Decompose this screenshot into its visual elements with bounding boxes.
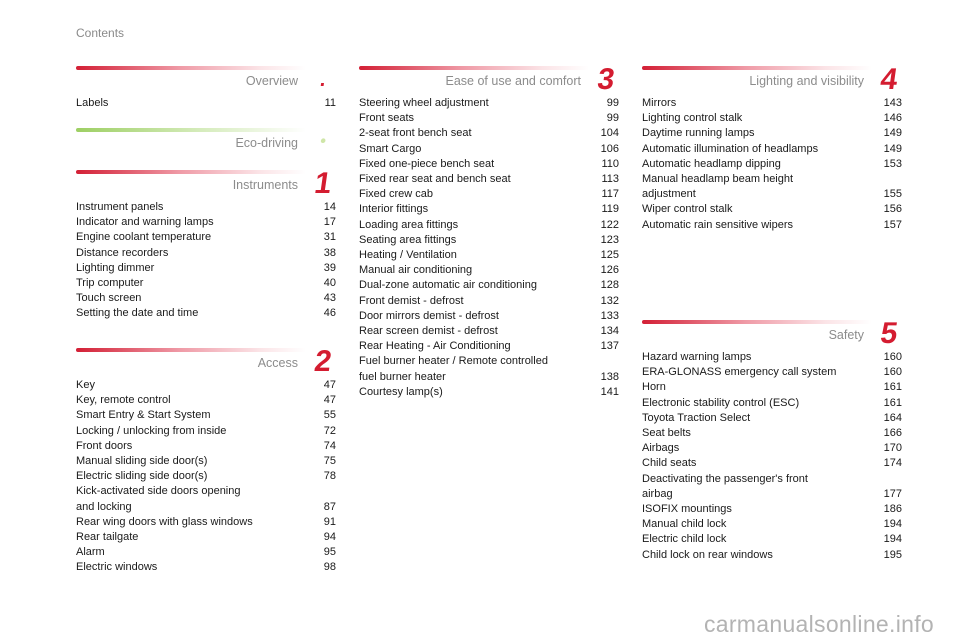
toc-entry[interactable] (359, 278, 619, 293)
toc-entry-page: 177 (883, 487, 902, 500)
toc-entry-title: Instrument panels (76, 201, 164, 213)
section-title: Safety (828, 328, 864, 342)
section-title: Eco-driving (235, 136, 298, 150)
toc-entry[interactable] (359, 187, 619, 202)
section-number-icon: • (319, 133, 328, 150)
toc-entry[interactable] (359, 142, 619, 157)
toc-entry-page: 149 (883, 142, 902, 155)
toc-entry-title: Daytime running lamps (642, 127, 755, 140)
toc-entry-page: 38 (323, 246, 336, 259)
toc-entry[interactable] (642, 172, 902, 202)
section-title: Instruments (232, 178, 298, 192)
toc-entry-title: Automatic illumination of headlamps (642, 142, 819, 155)
toc-entry[interactable] (76, 306, 336, 321)
toc-entry-title: Hazard warning lamps (642, 351, 752, 363)
section-bar (76, 66, 306, 70)
toc-entry-page: 91 (323, 515, 336, 528)
section-number-icon: 3 (595, 63, 617, 96)
toc-entry-title: Steering wheel adjustment (359, 97, 489, 109)
toc-entry-page: 99 (606, 97, 619, 109)
toc-entry-title: Smart Cargo (359, 142, 422, 155)
toc-entry-title: Electric child lock (642, 533, 727, 546)
toc-entry-title: Fixed rear seat and bench seat (359, 173, 511, 186)
toc-entry[interactable] (642, 441, 902, 456)
toc-entry-title: Fixed crew cab (359, 188, 433, 201)
toc-entry-title: Touch screen (76, 292, 142, 305)
section-items (359, 96, 619, 400)
toc-entry[interactable] (642, 472, 902, 502)
toc-entry-title: ERA-GLONASS emergency call system (642, 366, 837, 379)
toc-entry-title: Kick-activated side doors opening and locking (76, 485, 241, 513)
toc-entry[interactable] (76, 378, 336, 393)
toc-entry-title: Toyota Traction Select (642, 411, 751, 424)
toc-entry-title: Front demist - defrost (359, 294, 464, 307)
toc-entry[interactable] (642, 411, 902, 426)
toc-entry-title: Labels (76, 97, 109, 109)
section-items (76, 378, 336, 576)
toc-entry-title: Dual-zone automatic air conditioning (359, 279, 537, 292)
section-bar (359, 66, 589, 70)
section-bar (642, 66, 872, 70)
toc-entry-page: 161 (883, 396, 902, 409)
toc-entry-page: 106 (600, 142, 619, 155)
toc-entry-title: Manual air conditioning (359, 264, 473, 277)
toc-entry[interactable] (76, 454, 336, 469)
toc-entry-page: 55 (323, 409, 336, 422)
toc-entry-page: 153 (883, 157, 902, 170)
toc-entry-page: 119 (601, 203, 619, 216)
toc-entry-title: Deactivating the passenger's front airbag (642, 472, 808, 500)
toc-entry[interactable] (642, 548, 902, 563)
toc-entry-page: 125 (600, 249, 619, 262)
section-title: Lighting and visibility (749, 74, 864, 88)
toc-entry-page: 110 (601, 157, 619, 170)
toc-entry-page: 160 (883, 351, 902, 363)
toc-entry[interactable] (642, 202, 902, 217)
toc-entry[interactable] (359, 354, 619, 384)
section-items (642, 96, 902, 233)
toc-entry[interactable] (642, 218, 902, 233)
section-title: Ease of use and comfort (445, 74, 581, 88)
toc-entry[interactable] (642, 380, 902, 395)
toc-entry[interactable] (642, 365, 902, 380)
toc-entry-title: Child seats (642, 457, 697, 470)
toc-entry[interactable] (359, 202, 619, 217)
toc-entry[interactable] (359, 339, 619, 354)
toc-entry-page: 149 (883, 127, 902, 140)
toc-entry-title: Interior fittings (359, 203, 429, 216)
toc-entry[interactable] (359, 172, 619, 187)
section-title: Access (257, 356, 298, 370)
toc-entry-page: 99 (606, 112, 619, 125)
toc-entry-page: 155 (883, 188, 902, 201)
toc-entry[interactable] (359, 111, 619, 126)
toc-entry[interactable] (642, 111, 902, 126)
section-number-icon: 4 (878, 63, 900, 96)
toc-entry-page: 46 (323, 307, 336, 320)
toc-entry-page: 133 (600, 309, 619, 322)
toc-entry-title: Front doors (76, 439, 133, 452)
toc-entry-title: Fixed one-piece bench seat (359, 157, 495, 170)
toc-entry-title: Setting the date and time (76, 307, 199, 320)
toc-entry-title: Rear screen demist - defrost (359, 325, 498, 338)
section-bar (76, 170, 306, 174)
toc-entry-title: Electronic stability control (ESC) (642, 396, 800, 409)
toc-entry-page: 11 (324, 97, 336, 109)
toc-entry-title: Automatic headlamp dipping (642, 157, 781, 170)
toc-entry-page: 117 (601, 188, 619, 201)
toc-entry-page: 170 (883, 442, 902, 455)
toc-entry[interactable] (642, 157, 902, 172)
toc-entry-title: Manual sliding side door(s) (76, 455, 208, 468)
toc-entry-page: 40 (323, 277, 336, 290)
toc-entry-page: 78 (323, 470, 336, 483)
toc-entry-title: Locking / unlocking from inside (76, 424, 227, 437)
toc-entry[interactable] (359, 233, 619, 248)
toc-entry[interactable] (76, 230, 336, 245)
toc-entry[interactable] (76, 530, 336, 545)
toc-entry[interactable] (359, 309, 619, 324)
toc-entry[interactable] (76, 560, 336, 575)
toc-entry-title: Wiper control stalk (642, 203, 733, 216)
toc-entry[interactable] (359, 96, 619, 111)
toc-entry[interactable] (76, 246, 336, 261)
toc-entry-title: Alarm (76, 546, 105, 559)
toc-entry-page: 39 (323, 261, 336, 274)
toc-entry-page: 161 (883, 381, 902, 394)
section-items (642, 350, 902, 563)
toc-entry-page: 164 (883, 411, 902, 424)
toc-entry[interactable] (76, 215, 336, 230)
toc-entry-title: Loading area fittings (359, 218, 459, 231)
toc-entry-title: Mirrors (642, 97, 677, 109)
toc-entry-title: Fuel burner heater / Remote controlled fuel burner heater (359, 355, 548, 383)
toc-entry-title: Trip computer (76, 277, 144, 290)
toc-entry-page: 47 (323, 379, 336, 391)
toc-entry-title: Distance recorders (76, 246, 169, 259)
toc-entry-page: 157 (883, 218, 902, 231)
toc-entry[interactable] (642, 456, 902, 471)
section-number-icon: 1 (312, 167, 334, 200)
toc-entry-title: Courtesy lamp(s) (359, 385, 443, 398)
toc-entry[interactable] (642, 96, 902, 111)
toc-entry-page: 138 (600, 370, 619, 383)
watermark: carmanualsonline.info (703, 611, 934, 637)
toc-entry-title: Rear wing doors with glass windows (76, 515, 253, 528)
toc-entry-title: Airbags (642, 442, 680, 455)
toc-entry-page: 47 (323, 394, 336, 407)
toc-entry-title: Child lock on rear windows (642, 548, 773, 561)
toc-entry-title: Smart Entry & Start System (76, 409, 211, 422)
section-bar (76, 348, 306, 352)
toc-entry-page: 186 (883, 503, 902, 516)
toc-entry-title: Engine coolant temperature (76, 231, 212, 244)
toc-entry-page: 132 (600, 294, 619, 307)
toc-entry[interactable] (359, 263, 619, 278)
toc-entry[interactable] (359, 324, 619, 339)
toc-entry[interactable] (76, 96, 336, 111)
toc-entry[interactable] (76, 469, 336, 484)
toc-entry-title: Lighting dimmer (76, 261, 155, 274)
section-number-icon: . (318, 69, 328, 91)
page-heading: Contents (76, 26, 125, 40)
toc-entry-title: Rear tailgate (76, 531, 139, 544)
toc-entry[interactable] (642, 126, 902, 141)
toc-entry[interactable] (76, 276, 336, 291)
toc-entry-title: Horn (642, 381, 666, 394)
toc-entry-title: 2-seat front bench seat (359, 127, 472, 140)
toc-entry-title: Seat belts (642, 427, 691, 440)
toc-entry-page: 94 (323, 531, 336, 544)
section-number-icon: 5 (878, 317, 900, 350)
toc-entry[interactable] (76, 393, 336, 408)
toc-entry-title: Manual headlamp beam height adjustment (642, 173, 794, 201)
toc-entry-title: Electric sliding side door(s) (76, 470, 208, 483)
toc-entry[interactable] (642, 350, 902, 365)
toc-entry[interactable] (359, 385, 619, 400)
toc-entry-page: 31 (323, 231, 336, 244)
toc-entry[interactable] (76, 408, 336, 423)
toc-entry-page: 194 (883, 518, 902, 531)
section-bar (642, 320, 872, 324)
toc-entry-page: 128 (600, 279, 619, 292)
toc-entry[interactable] (76, 515, 336, 530)
toc-entry-title: Manual child lock (642, 518, 727, 531)
toc-entry-page: 98 (323, 561, 336, 574)
toc-entry[interactable] (642, 532, 902, 547)
toc-entry[interactable] (76, 200, 336, 215)
toc-entry-title: Seating area fittings (359, 233, 457, 246)
toc-entry[interactable] (359, 218, 619, 233)
toc-entry-page: 195 (883, 548, 902, 561)
section-bar (76, 128, 306, 132)
toc-entry-page: 123 (600, 233, 619, 246)
toc-entry-page: 72 (323, 424, 336, 437)
section-items (76, 200, 336, 322)
toc-entry-title: Automatic rain sensitive wipers (642, 218, 794, 231)
toc-entry[interactable] (642, 142, 902, 157)
toc-entry-title: Key (76, 379, 95, 391)
toc-entry-title: Electric windows (76, 561, 158, 574)
toc-entry-page: 160 (883, 366, 902, 379)
toc-entry-title: Rear Heating - Air Conditioning (359, 340, 511, 353)
toc-entry-page: 122 (600, 218, 619, 231)
toc-entry[interactable] (359, 248, 619, 263)
toc-entry-page: 87 (323, 500, 336, 513)
toc-entry[interactable] (642, 517, 902, 532)
toc-entry[interactable] (76, 291, 336, 306)
toc-entry-page: 194 (883, 533, 902, 546)
toc-entry-title: Door mirrors demist - defrost (359, 309, 499, 322)
toc-entry-page: 75 (323, 455, 336, 468)
toc-entry[interactable] (76, 261, 336, 276)
toc-entry[interactable] (76, 484, 336, 514)
toc-entry-page: 143 (883, 97, 902, 109)
section-items (76, 96, 336, 111)
section-title: Overview (245, 74, 298, 88)
toc-entry-title: ISOFIX mountings (642, 503, 732, 516)
toc-entry-page: 156 (883, 203, 902, 216)
toc-entry[interactable] (642, 396, 902, 411)
toc-entry-page: 74 (323, 439, 336, 452)
toc-entry-page: 141 (600, 385, 619, 398)
toc-entry-page: 146 (883, 112, 902, 125)
section-number-icon: 2 (312, 345, 334, 378)
toc-entry-page: 43 (323, 292, 336, 305)
toc-entry[interactable] (642, 502, 902, 517)
toc-entry-title: Indicator and warning lamps (76, 216, 214, 229)
toc-entry[interactable] (76, 424, 336, 439)
toc-entry-page: 95 (323, 546, 336, 559)
toc-entry-page: 137 (600, 340, 619, 353)
toc-entry-page: 113 (601, 173, 619, 186)
toc-entry-page: 166 (883, 427, 902, 440)
toc-entry[interactable] (76, 439, 336, 454)
toc-entry-page: 14 (323, 201, 336, 213)
toc-entry[interactable] (76, 545, 336, 560)
toc-entry-page: 17 (323, 216, 336, 229)
toc-entry[interactable] (642, 426, 902, 441)
toc-entry-title: Key, remote control (76, 394, 171, 407)
toc-entry-title: Lighting control stalk (642, 112, 743, 125)
toc-entry[interactable] (359, 294, 619, 309)
toc-entry-page: 134 (600, 325, 619, 338)
toc-entry-page: 174 (883, 457, 902, 470)
toc-entry[interactable] (359, 126, 619, 141)
toc-entry-page: 104 (600, 127, 619, 140)
toc-entry-title: Front seats (359, 112, 415, 125)
toc-entry-page: 126 (600, 264, 619, 277)
toc-entry[interactable] (359, 157, 619, 172)
toc-entry-title: Heating / Ventilation (359, 249, 457, 262)
